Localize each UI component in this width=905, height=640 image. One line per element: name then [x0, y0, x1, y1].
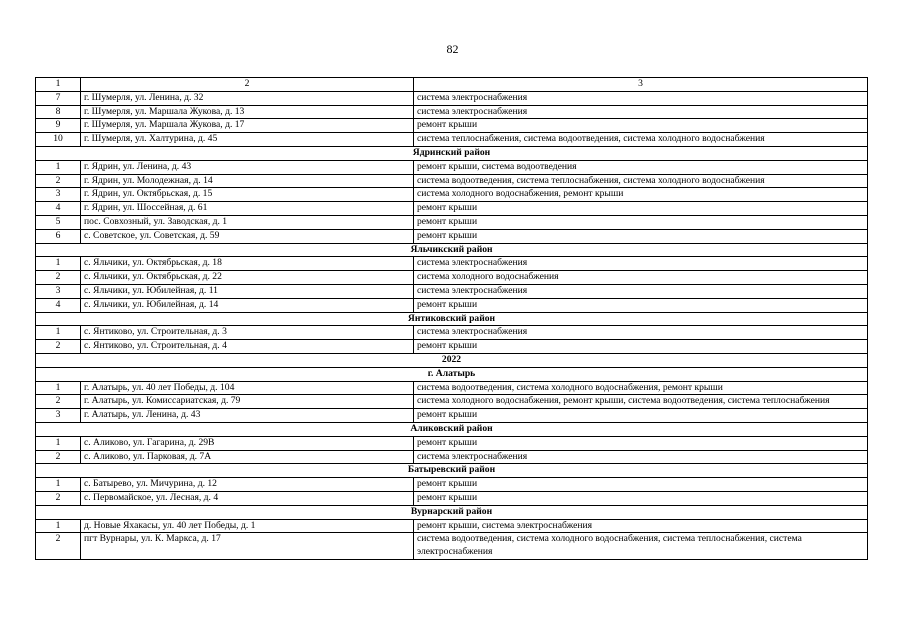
row-number-cell: 1 [36, 257, 81, 271]
work-type-cell: система электроснабжения [414, 450, 868, 464]
row-number-cell: 4 [36, 298, 81, 312]
section-header-row [36, 146, 868, 160]
address-cell: с. Аликово, ул. Гагарина, д. 29В [81, 436, 414, 450]
row-number-cell: 9 [36, 119, 81, 133]
address-cell: г. Шумерля, ул. Халтурина, д. 45 [81, 133, 414, 147]
table-row [36, 395, 868, 409]
address-cell: с. Батырево, ул. Мичурина, д. 12 [81, 478, 414, 492]
work-type-cell: ремонт крыши [414, 202, 868, 216]
row-number-cell: 2 [36, 450, 81, 464]
work-type-cell: ремонт крыши [414, 298, 868, 312]
table-row [36, 188, 868, 202]
address-cell: г. Ядрин, ул. Октябрьская, д. 15 [81, 188, 414, 202]
table-row [36, 436, 868, 450]
table-row [36, 491, 868, 505]
row-number-cell: 1 [36, 326, 81, 340]
row-number-cell: 1 [36, 519, 81, 533]
work-type-cell: система электроснабжения [414, 91, 868, 105]
section-title: Аликовский район [36, 422, 868, 436]
address-cell: г. Шумерля, ул. Маршала Жукова, д. 13 [81, 105, 414, 119]
section-title: Вурнарский район [36, 505, 868, 519]
row-number-cell: 1 [36, 381, 81, 395]
row-number-cell: 6 [36, 229, 81, 243]
table-row [36, 202, 868, 216]
table-row [36, 340, 868, 354]
address-cell: г. Алатырь, ул. Комиссариатская, д. 79 [81, 395, 414, 409]
work-type-cell: система водоотведения, система теплоснабжения, система холодного водоснабжения [414, 174, 868, 188]
work-type-cell: ремонт крыши, система водоотведения [414, 160, 868, 174]
row-number-cell: 2 [36, 340, 81, 354]
work-type-cell: система теплоснабжения, система водоотведения, система холодного водоснабжения [414, 133, 868, 147]
row-number-cell: 2 [36, 271, 81, 285]
table-row [36, 105, 868, 119]
row-number-cell: 3 [36, 284, 81, 298]
row-number-cell: 3 [36, 409, 81, 423]
row-number-cell: 8 [36, 105, 81, 119]
row-number-cell: 2 [36, 533, 81, 560]
row-number-cell: 10 [36, 133, 81, 147]
table-row [36, 298, 868, 312]
section-title: Яльчикский район [36, 243, 868, 257]
work-type-cell: ремонт крыши [414, 340, 868, 354]
work-type-cell: система холодного водоснабжения, ремонт крыши [414, 188, 868, 202]
section-title: г. Алатырь [36, 367, 868, 381]
row-number-cell: 1 [36, 160, 81, 174]
address-cell: с. Яльчики, ул. Юбилейная, д. 14 [81, 298, 414, 312]
table-row [36, 478, 868, 492]
row-number-cell: 2 [36, 491, 81, 505]
address-cell: с. Яльчики, ул. Октябрьская, д. 18 [81, 257, 414, 271]
address-cell: г. Алатырь, ул. Ленина, д. 43 [81, 409, 414, 423]
row-number-cell: 2 [36, 174, 81, 188]
table-row [36, 160, 868, 174]
section-header-row [36, 243, 868, 257]
row-number-cell: 4 [36, 202, 81, 216]
repair-works-table [35, 77, 868, 560]
work-type-cell: система холодного водоснабжения [414, 271, 868, 285]
table-row [36, 450, 868, 464]
work-type-cell: ремонт крыши [414, 409, 868, 423]
address-cell: с. Янтиково, ул. Строительная, д. 4 [81, 340, 414, 354]
section-header-row [36, 367, 868, 381]
table-row [36, 381, 868, 395]
page-number: 82 [446, 42, 459, 56]
address-cell: д. Новые Яхакасы, ул. 40 лет Победы, д. 1 [81, 519, 414, 533]
section-header-row [36, 422, 868, 436]
section-title: Ядринский район [36, 146, 868, 160]
address-cell: с. Яльчики, ул. Октябрьская, д. 22 [81, 271, 414, 285]
table-row [36, 215, 868, 229]
work-type-cell: система электроснабжения [414, 105, 868, 119]
header-cell-number: 1 [36, 78, 81, 92]
table-row [36, 519, 868, 533]
row-number-cell: 5 [36, 215, 81, 229]
work-type-cell: ремонт крыши [414, 215, 868, 229]
address-cell: пгт Вурнары, ул. К. Маркса, д. 17 [81, 533, 414, 560]
work-type-cell: ремонт крыши [414, 229, 868, 243]
section-title: 2022 [36, 353, 868, 367]
address-cell: с. Первомайское, ул. Лесная, д. 4 [81, 491, 414, 505]
address-cell: с. Аликово, ул. Парковая, д. 7А [81, 450, 414, 464]
address-cell: г. Алатырь, ул. 40 лет Победы, д. 104 [81, 381, 414, 395]
work-type-cell: система водоотведения, система холодного водоснабжения, ремонт крыши [414, 381, 868, 395]
work-type-cell: система холодного водоснабжения, ремонт крыши, система водоотведения, система теплоснабжения [414, 395, 868, 409]
work-type-cell: ремонт крыши, система электроснабжения [414, 519, 868, 533]
address-cell: г. Ядрин, ул. Шоссейная, д. 61 [81, 202, 414, 216]
section-header-row [36, 464, 868, 478]
work-type-cell: ремонт крыши [414, 436, 868, 450]
section-header-row [36, 505, 868, 519]
section-header-row [36, 353, 868, 367]
address-cell: г. Ядрин, ул. Ленина, д. 43 [81, 160, 414, 174]
table-row [36, 229, 868, 243]
table-row [36, 271, 868, 285]
table-row [36, 284, 868, 298]
table-row [36, 326, 868, 340]
row-number-cell: 1 [36, 478, 81, 492]
table-header-row [36, 78, 868, 92]
row-number-cell: 1 [36, 436, 81, 450]
work-type-cell: система электроснабжения [414, 284, 868, 298]
table-row [36, 119, 868, 133]
header-cell-address: 2 [81, 78, 414, 92]
address-cell: пос. Совхозный, ул. Заводская, д. 1 [81, 215, 414, 229]
section-title: Янтиковский район [36, 312, 868, 326]
address-cell: г. Шумерля, ул. Маршала Жукова, д. 17 [81, 119, 414, 133]
row-number-cell: 2 [36, 395, 81, 409]
table-row [36, 174, 868, 188]
address-cell: с. Яльчики, ул. Юбилейная, д. 11 [81, 284, 414, 298]
section-header-row [36, 312, 868, 326]
row-number-cell: 7 [36, 91, 81, 105]
table-row [36, 133, 868, 147]
section-title: Батыревский район [36, 464, 868, 478]
work-type-cell: ремонт крыши [414, 491, 868, 505]
address-cell: г. Шумерля, ул. Ленина, д. 32 [81, 91, 414, 105]
table-row [36, 533, 868, 560]
row-number-cell: 3 [36, 188, 81, 202]
address-cell: с. Советское, ул. Советская, д. 59 [81, 229, 414, 243]
table-row [36, 257, 868, 271]
header-cell-work: 3 [414, 78, 868, 92]
work-type-cell: система водоотведения, система холодного водоснабжения, система теплоснабжения, система электроснабжения [414, 533, 868, 560]
work-type-cell: ремонт крыши [414, 119, 868, 133]
address-cell: г. Ядрин, ул. Молодежная, д. 14 [81, 174, 414, 188]
table-row [36, 409, 868, 423]
table-row [36, 91, 868, 105]
work-type-cell: ремонт крыши [414, 478, 868, 492]
address-cell: с. Янтиково, ул. Строительная, д. 3 [81, 326, 414, 340]
work-type-cell: система электроснабжения [414, 326, 868, 340]
work-type-cell: система электроснабжения [414, 257, 868, 271]
